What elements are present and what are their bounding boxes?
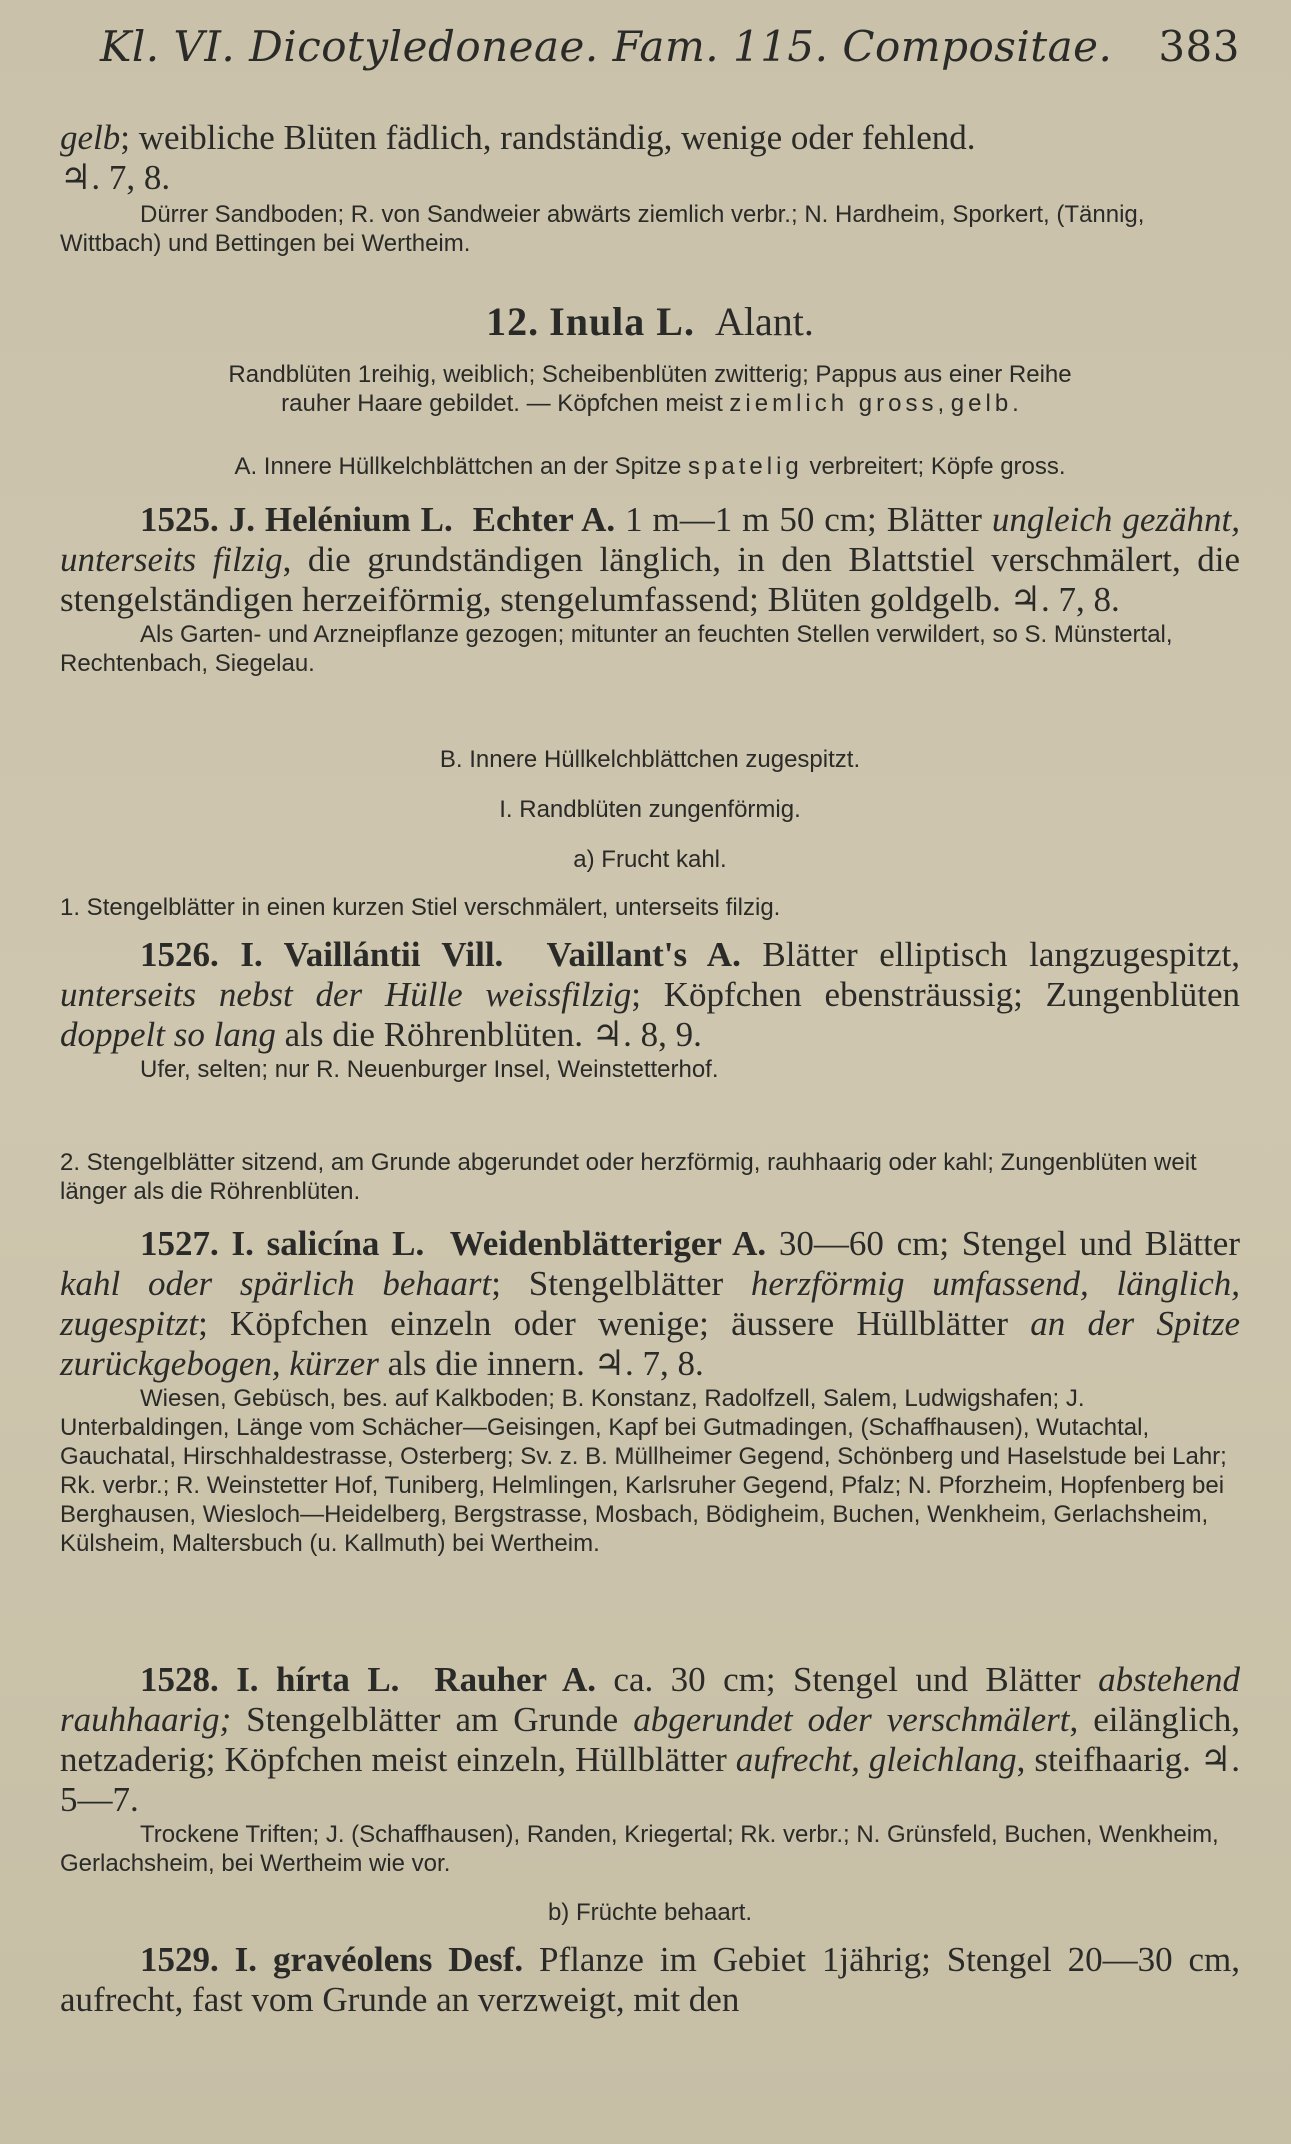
italic-text: gelb <box>60 118 121 157</box>
species-1527: 1527. I. salicína L. Weidenblätteriger A. 30—60 cm; Stengel und Blätter kahl oder spärlich behaart; Stengelblätter herzförmig umfassend, länglich, zugespitzt; Köpfchen einzeln oder wenige; äussere Hüllblätter an der Spitze zurückgebogen, kürzer als die innern. ♃. 7, 8. Wiesen, Gebüsch, bes. auf Kalkboden; B. Konstanz, Radolfzell, Salem, Ludwigshafen; J. Unterbaldingen, Länge vom Schächer—Geisingen, Kapf bei Gutmadingen, (Schaffhausen), Wutachtal, Gauchatal, Hirschhaldestrasse, Osterberg; Sv. z. B. Müllheimer Gegend, Schönberg und Haselstude bei Lahr; Rk. verbr.; R. Weinstetter Hof, Tuniberg, Helmlingen, Karlsruher Gegend, Pfalz; N. Pforzheim, Hopfenberg bei Berghausen, Wiesloch—Heidelberg, Bergstrasse, Mosbach, Bödigheim, Buchen, Wenkheim, Gerlachsheim, Külsheim, Maltersbuch (u. Kallmuth) bei Wertheim. <box>60 1224 1241 1557</box>
running-header <box>100 22 1240 71</box>
habitat-text: Als Garten- und Arzneipflanze gezogen; mitunter an feuchten Stellen verwildert, so S. Münstertal, Rechtenbach, Siegelau. <box>60 621 1173 677</box>
key-a: a) Frucht kahl. <box>573 846 727 873</box>
species-name: I. salicína L. <box>231 1224 425 1263</box>
genus-name: Inula L. <box>549 299 695 344</box>
header-title: Kl. VI. Dicotyledoneae. Fam. 115. Compositae. <box>100 22 1113 71</box>
species-number: 1529. <box>140 1940 219 1979</box>
continuation-paragraph: gelb; weibliche Blüten fädlich, randständig, wenige oder fehlend. ♃. 7, 8. Dürrer Sandboden; R. von Sandweier abwärts ziemlich verbr.; N. Hardheim, Sporkert, (Tännig, Wittbach) und Bettingen bei Wertheim. <box>60 118 1240 258</box>
species-number: 1527. <box>140 1224 219 1263</box>
key-2: 2. Stengelblätter sitzend, am Grunde abgerundet oder herzförmig, rauhhaarig oder kahl; Zungenblüten weit länger als die Röhrenblüten. <box>60 1149 1197 1205</box>
species-1529: 1529. I. gravéolens Desf. Pflanze im Gebiet 1jährig; Stengel 20—30 cm, aufrecht, fast vom Grunde an verzweigt, mit den <box>60 1940 1241 2019</box>
habitat-text: Wiesen, Gebüsch, bes. auf Kalkboden; B. Konstanz, Radolfzell, Salem, Ludwigshafen; J. Unterbaldingen, Länge vom Schächer—Geisingen, Kapf bei Gutmadingen, (Schaffhausen), Wutachtal, Gauchatal, Hirschhaldestrasse, Osterberg; Sv. z. B. Müllheimer Gegend, Schönberg und Haselstude bei Lahr; Rk. verbr.; R. Weinstetter Hof, Tuniberg, Helmlingen, Karlsruher Gegend, Pfalz; N. Pforzheim, Hopfenberg bei Berghausen, Wiesloch—Heidelberg, Bergstrasse, Mosbach, Bödigheim, Buchen, Wenkheim, Gerlachsheim, Külsheim, Maltersbuch (u. Kallmuth) bei Wertheim. <box>60 1385 1227 1557</box>
species-common-name: Weidenblätteriger A. <box>449 1224 767 1263</box>
species-1525: 1525. J. Helénium L. Echter A. 1 m—1 m 50 cm; Blätter ungleich gezähnt, unterseits filzig, die grundständigen länglich, in den Blattstiel verschmälert, die stengelständigen herzeiförmig, stengelumfassend; Blüten goldgelb. ♃. 7, 8. Als Garten- und Arzneipflanze gezogen; mitunter an feuchten Stellen verwildert, so S. Münstertal, Rechtenbach, Siegelau. <box>60 500 1241 677</box>
flowering-line: ♃. 7, 8. <box>60 158 171 197</box>
genus-number: 12. <box>486 299 540 344</box>
habitat-text: Trockene Triften; J. (Schaffhausen), Randen, Kriegertal; Rk. verbr.; N. Grünsfeld, Buchen, Wenkheim, Gerlachsheim, bei Wertheim wie vor. <box>60 1821 1219 1877</box>
genus-heading <box>60 298 1240 345</box>
species-number: 1528. <box>140 1660 219 1699</box>
key-b: b) Früchte behaart. <box>547 1899 753 1926</box>
genus-description: Randblüten 1reihig, weiblich; Scheibenblüten zwitterig; Pappus aus einer Reihe rauher Haare gebildet. — Köpfchen meist ziemlich gross, gelb. <box>228 361 1072 417</box>
species-common-name: Echter A. <box>472 500 616 539</box>
key-I: I. Randblüten zungenförmig. <box>499 796 801 823</box>
key-1: 1. Stengelblätter in einen kurzen Stiel verschmälert, unterseits filzig. <box>60 894 781 921</box>
species-name: I. hírta L. <box>236 1660 400 1699</box>
key-B: B. Innere Hüllkelchblättchen zugespitzt. <box>439 746 861 773</box>
species-1526: 1526. I. Vaillántii Vill. Vaillant's A. Blätter elliptisch langzugespitzt, unterseits nebst der Hülle weissfilzig; Köpfchen ebensträussig; Zungenblüten doppelt so lang als die Röhrenblüten. ♃. 8, 9. Ufer, selten; nur R. Neuenburger Insel, Weinstetterhof. <box>60 935 1241 1083</box>
species-1528: 1528. I. hírta L. Rauher A. ca. 30 cm; Stengel und Blätter abstehend rauhhaarig; Stengelblätter am Grunde abgerundet oder verschmälert, eilänglich, netzaderig; Köpfchen meist einzeln, Hüllblätter aufrecht, gleichlang, steifhaarig. ♃. 5—7. Trockene Triften; J. (Schaffhausen), Randen, Kriegertal; Rk. verbr.; N. Grünsfeld, Buchen, Wenkheim, Gerlachsheim, bei Wertheim wie vor. <box>60 1660 1240 1877</box>
species-common-name: Rauher A. <box>434 1660 596 1699</box>
genus-common-name: Alant. <box>714 299 814 344</box>
species-name: J. Helénium L. <box>228 500 453 539</box>
species-number: 1526. <box>140 935 219 974</box>
species-name: I. gravéolens Desf. <box>234 1940 524 1979</box>
species-number: 1525. <box>140 500 219 539</box>
species-name: I. Vaillántii Vill. <box>240 935 504 974</box>
habitat-text: Ufer, selten; nur R. Neuenburger Insel, Weinstetterhof. <box>140 1056 719 1083</box>
species-common-name: Vaillant's A. <box>546 935 741 974</box>
page-number: 383 <box>1158 22 1240 71</box>
key-A: A. Innere Hüllkelchblättchen an der Spitze spatelig verbreitert; Köpfe gross. <box>234 453 1066 480</box>
habitat-text: Dürrer Sandboden; R. von Sandweier abwärts ziemlich verbr.; N. Hardheim, Sporkert, (Tännig, Wittbach) und Bettingen bei Wertheim. <box>60 201 1145 257</box>
